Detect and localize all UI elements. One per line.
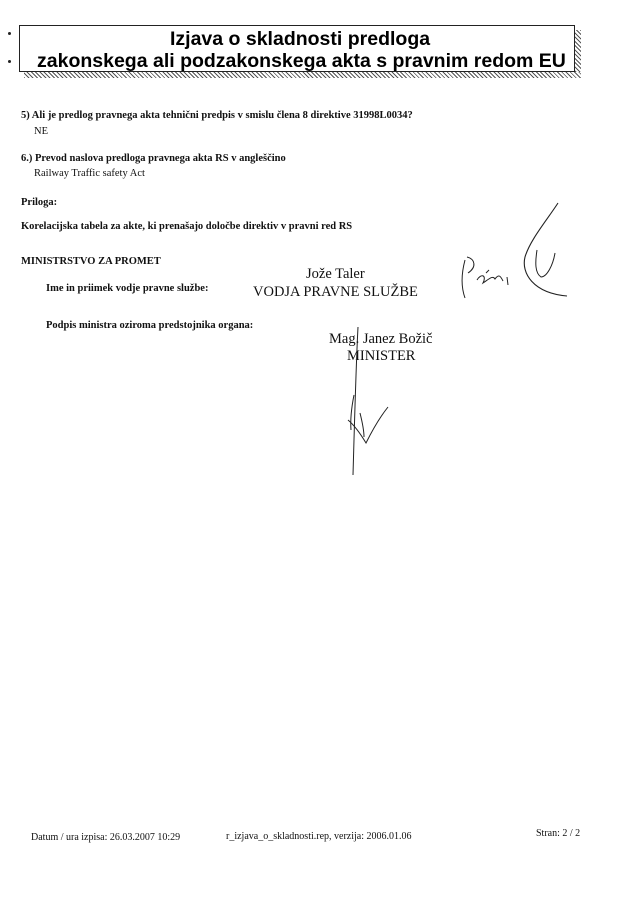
minister-label: Podpis ministra oziroma predstojnika organa: <box>46 320 254 331</box>
question-5: 5) Ali je predlog pravnega akta tehnični predpis v smislu člena 8 direktive 31998L0034? <box>21 110 413 121</box>
head-name: Jože Taler <box>306 266 365 282</box>
title-box-shadow <box>24 72 581 78</box>
minister-title: MINISTER <box>347 348 416 364</box>
title-box-shadow <box>575 30 581 76</box>
page-title-line1: Izjava o skladnosti predloga <box>170 28 431 50</box>
answer-5: NE <box>34 126 48 137</box>
head-label: Ime in priimek vodje pravne službe: <box>46 283 209 294</box>
answer-6: Railway Traffic safety Act <box>34 168 145 179</box>
minister-signature <box>340 325 400 480</box>
priloga-text: Korelacijska tabela za akte, ki prenašajo določbe direktiv v pravni red RS <box>21 221 353 232</box>
page-title-line2: zakonskega ali podzakonskega akta s pravnim redom EU <box>37 50 566 72</box>
scan-mark <box>8 32 11 35</box>
minister-name: Mag. Janez Božič <box>329 331 433 347</box>
head-title: VODJA PRAVNE SLUŽBE <box>253 284 418 300</box>
question-6: 6.) Prevod naslova predloga pravnega akta RS v angleščino <box>21 153 286 164</box>
scan-mark <box>8 60 11 63</box>
handwritten-signature <box>455 195 575 305</box>
footer-report: r_izjava_o_skladnosti.rep, verzija: 2006.01.06 <box>226 831 412 842</box>
footer-page: Stran: 2 / 2 <box>536 828 581 839</box>
ministry-name: MINISTRSTVO ZA PROMET <box>21 256 161 267</box>
priloga-label: Priloga: <box>21 197 58 208</box>
footer-date: Datum / ura izpisa: 26.03.2007 10:29 <box>31 832 181 843</box>
